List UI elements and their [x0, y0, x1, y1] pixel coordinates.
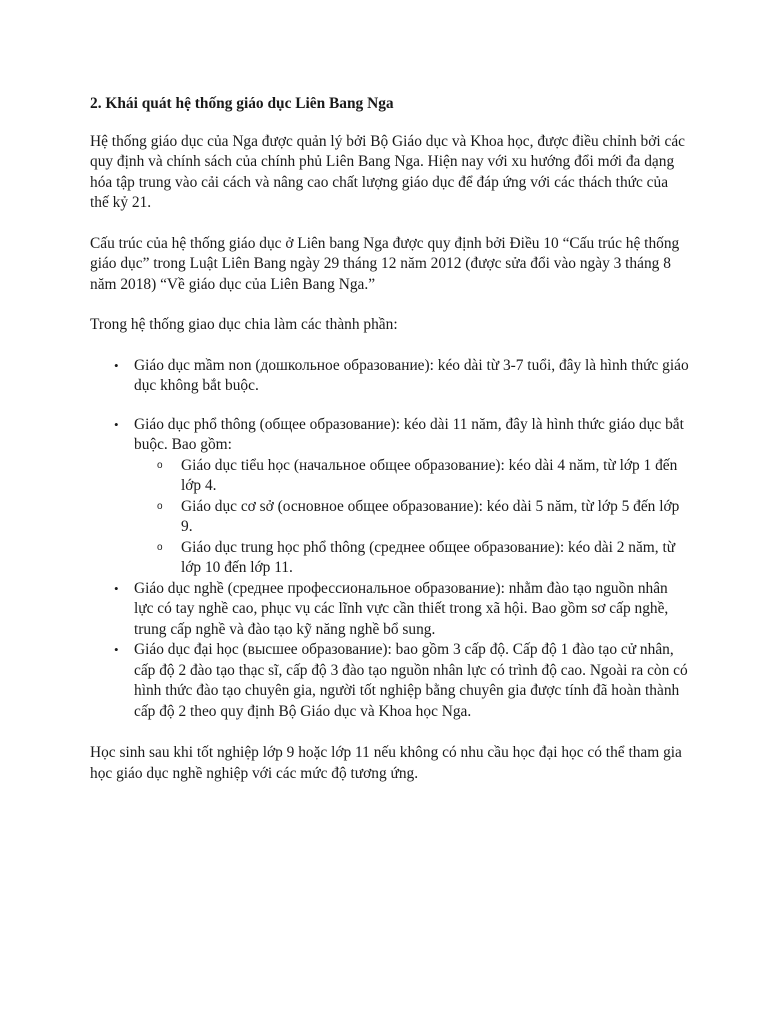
sub-bullet-icon: o: [157, 459, 163, 471]
list-item-text: Giáo dục phổ thông (общее образование): kéo dài 11 năm, đây là hình thức giáo dục bắt buộc. Bao gồm:: [134, 415, 684, 453]
bullet-icon: •: [114, 357, 119, 373]
structure-paragraph: Cấu trúc của hệ thống giáo dục ở Liên bang Nga được quy định bởi Điều 10 “Cấu trúc hệ thống giáo dục” trong Luật Liên Bang ngày 29 tháng 12 năm 2012 (được sửa đổi vào ngày 3 tháng 8 năm 2018) “Về giáo dục của Liên Bang Nga.”: [90, 234, 680, 293]
sub-item-text: Giáo dục trung học phổ thông (среднее общее образование): kéo dài 2 năm, từ lớp 10 đến lớp 11.: [181, 538, 676, 576]
closing-paragraph: Học sinh sau khi tốt nghiệp lớp 9 hoặc lớp 11 nếu không có nhu cầu học đại học có thể tham gia học giáo dục nghề nghiệp với các mức độ tương ứng.: [90, 744, 682, 782]
list-item-text: Giáo dục nghề (среднее профессиональное образование): nhằm đào tạo nguồn nhân lực có tay nghề cao, phục vụ các lĩnh vực cần thiết trong xã hội. Bao gồm sơ cấp nghề, trung cấp nghề và đào tạo kỹ năng nghề bổ sung.: [134, 579, 669, 638]
list-item-text: Giáo dục mầm non (дошкольное образование): kéo dài từ 3-7 tuổi, đây là hình thức giáo dục không bắt buộc.: [134, 356, 689, 394]
list-item-general: [90, 415, 690, 579]
sub-item-basic: [134, 497, 690, 538]
bullet-icon: •: [114, 642, 119, 657]
general-education-sublist: [134, 456, 690, 579]
list-item-text: Giáo dục đại học (высшее образование): bao gồm 3 cấp độ. Cấp độ 1 đào tạo cử nhân, cấp độ 2 đào tạo thạc sĩ, cấp độ 3 đào tạo nguồn nhân lực có trình độ cao. Ngoài ra còn có hình thức đào tạo chuyên gia, người tốt nghiệp bằng chuyên gia được tính đã hoàn thành cấp độ 2 theo quy định Bộ Giáo dục và Khoa học Nga.: [134, 641, 688, 720]
intro-paragraph: Hệ thống giáo dục của Nga được quản lý bởi Bộ Giáo dục và Khoa học, được điều chỉnh bởi các quy định và chính sách của chính phủ Liên Bang Nga. Hiện nay với xu hướng đổi mới đa dạng hóa tập trung vào cải cách và nâng cao chất lượng giáo dục để đáp ứng với các thách thức của thế kỷ 21.: [90, 132, 686, 211]
sub-item-text: Giáo dục cơ sở (основное общее образование): kéo dài 5 năm, từ lớp 5 đến lớp 9.: [181, 497, 680, 535]
list-item-preschool: [90, 356, 690, 397]
components-intro: Trong hệ thống giao dục chia làm các thành phần:: [90, 316, 398, 333]
sub-item-text: Giáo dục tiểu học (начальное общее образование): kéo dài 4 năm, từ lớp 1 đến lớp 4.: [181, 456, 678, 494]
sub-item-secondary: [134, 538, 690, 579]
sub-bullet-icon: o: [157, 541, 163, 553]
education-levels-list: [90, 356, 690, 723]
sub-item-primary: [134, 456, 690, 497]
section-heading: 2. Khái quát hệ thống giáo dục Liên Bang Nga: [90, 95, 394, 112]
list-item-higher: [90, 640, 690, 722]
bullet-icon: •: [114, 416, 119, 432]
sub-bullet-icon: o: [157, 500, 163, 512]
bullet-icon: •: [114, 580, 119, 596]
document-page: [90, 94, 690, 804]
list-item-vocational: [90, 579, 690, 641]
